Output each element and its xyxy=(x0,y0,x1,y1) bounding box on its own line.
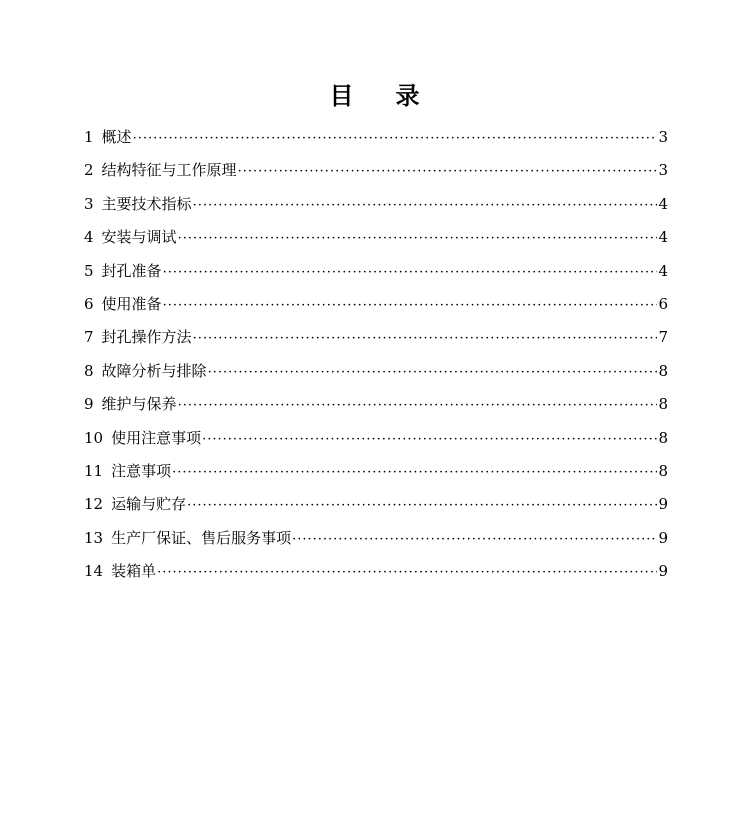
toc-entry-number: 4 xyxy=(84,228,94,247)
toc-entry-page: 8 xyxy=(658,361,668,380)
toc-entry[interactable] xyxy=(84,461,668,494)
toc-entry-page: 8 xyxy=(658,428,668,447)
toc-entry[interactable] xyxy=(84,227,668,260)
toc-entry-label: 封孔准备 xyxy=(101,261,162,280)
toc-entry-label: 生产厂保证、售后服务事项 xyxy=(111,528,292,547)
toc-entry-page: 3 xyxy=(658,128,668,146)
toc-entry-number: 14 xyxy=(84,562,104,581)
toc-entry[interactable] xyxy=(84,428,668,461)
toc-entry-label: 使用注意事项 xyxy=(111,428,202,447)
toc-entry-number: 5 xyxy=(84,261,94,280)
dot-leader xyxy=(178,396,658,416)
dot-leader xyxy=(163,263,658,283)
toc-entry[interactable] xyxy=(84,528,668,561)
toc-entry-label: 运输与贮存 xyxy=(111,495,187,514)
toc-entry[interactable] xyxy=(84,327,668,360)
toc-entry[interactable] xyxy=(84,494,668,527)
toc-entry[interactable] xyxy=(84,361,668,394)
toc-entry-number: 8 xyxy=(84,361,94,380)
toc-entry-page: 9 xyxy=(658,528,668,547)
toc-entry[interactable] xyxy=(84,194,668,227)
dot-leader xyxy=(193,196,658,216)
toc-entry-number: 7 xyxy=(84,328,94,347)
toc-entry[interactable] xyxy=(84,561,668,594)
toc-entry-page: 3 xyxy=(658,161,668,180)
toc-entry-page: 4 xyxy=(658,228,668,247)
toc-entry-page: 6 xyxy=(658,294,668,313)
toc-entry[interactable] xyxy=(84,127,668,160)
toc-entry-number: 12 xyxy=(84,495,104,514)
dot-leader xyxy=(202,430,657,450)
toc-entry[interactable] xyxy=(84,294,668,327)
toc-entry-number: 1 xyxy=(84,128,94,146)
toc-entry[interactable] xyxy=(84,160,668,193)
toc-entry-page: 8 xyxy=(658,395,668,414)
dot-leader xyxy=(193,329,658,349)
toc-entry-label: 安装与调试 xyxy=(101,228,177,247)
toc-entry-page: 7 xyxy=(658,328,668,347)
toc-entry-page: 4 xyxy=(658,261,668,280)
toc-entry-number: 10 xyxy=(84,428,104,447)
toc-entry-page: 4 xyxy=(658,194,668,213)
dot-leader xyxy=(157,563,657,583)
toc-entry-label: 使用准备 xyxy=(101,294,162,313)
toc-entry-label: 主要技术指标 xyxy=(101,194,192,213)
dot-leader xyxy=(172,463,657,483)
toc-entry-number: 9 xyxy=(84,395,94,414)
toc-entry-number: 2 xyxy=(84,161,94,180)
toc-entry-page: 9 xyxy=(658,562,668,581)
toc-entry-page: 9 xyxy=(658,495,668,514)
toc-entry-label: 维护与保养 xyxy=(101,395,177,414)
toc-title: 目录 xyxy=(329,82,462,110)
dot-leader xyxy=(238,162,658,182)
dot-leader xyxy=(187,496,657,516)
toc-entry-number: 3 xyxy=(84,194,94,213)
toc-entry-label: 故障分析与排除 xyxy=(101,361,207,380)
table-of-contents xyxy=(84,127,668,594)
dot-leader xyxy=(163,296,658,316)
toc-entry-label: 概述 xyxy=(101,128,132,146)
toc-entry-label: 装箱单 xyxy=(111,562,157,581)
dot-leader xyxy=(292,530,657,550)
toc-entry[interactable] xyxy=(84,394,668,427)
toc-entry-label: 注意事项 xyxy=(111,461,172,480)
toc-entry-page: 8 xyxy=(658,461,668,480)
toc-entry-label: 封孔操作方法 xyxy=(101,328,192,347)
toc-entry-number: 6 xyxy=(84,294,94,313)
toc-entry-number: 13 xyxy=(84,528,104,547)
toc-entry[interactable] xyxy=(84,261,668,294)
toc-entry-number: 11 xyxy=(84,461,104,480)
dot-leader xyxy=(133,129,658,149)
toc-entry-label: 结构特征与工作原理 xyxy=(101,161,237,180)
dot-leader xyxy=(178,229,658,249)
dot-leader xyxy=(208,363,658,383)
